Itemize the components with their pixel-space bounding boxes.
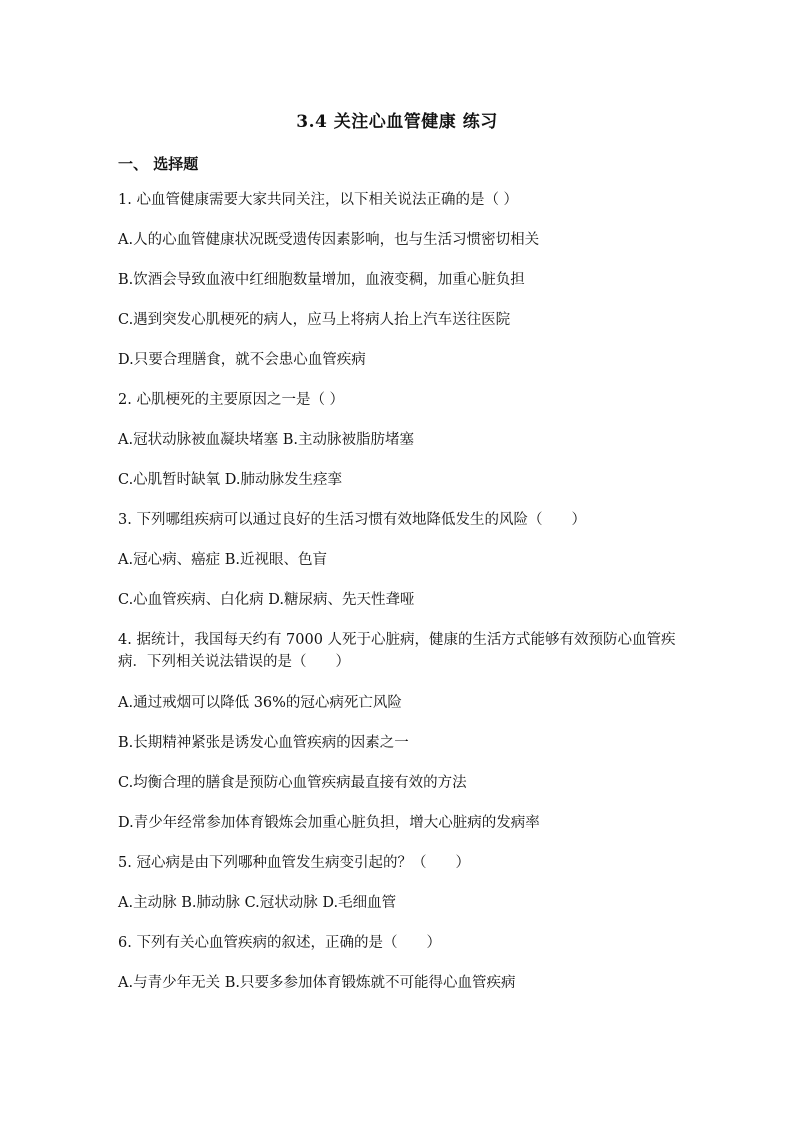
options-2cd: C.心肌暂时缺氧 D.肺动脉发生痉挛: [118, 472, 343, 488]
question-6: 6. 下列有关心血管疾病的叙述，正确的是（ ）: [118, 935, 441, 951]
options-3cd: C.心血管疾病、白化病 D.糖尿病、先天性聋哑: [118, 592, 415, 608]
option-1c: C.遇到突发心肌梗死的病人，应马上将病人抬上汽车送往医院: [118, 312, 511, 328]
options-6ab: A.与青少年无关 B.只要多参加体育锻炼就不可能得心血管疾病: [118, 975, 516, 991]
question-5: 5. 冠心病是由下列哪种血管发生病变引起的？（ ）: [118, 855, 470, 871]
option-1b: B.饮酒会导致血液中红细胞数量增加，血液变稠，加重心脏负担: [118, 272, 525, 288]
option-4b: B.长期精神紧张是诱发心血管疾病的因素之一: [118, 735, 409, 751]
question-2: 2. 心肌梗死的主要原因之一是（ ）: [118, 392, 345, 408]
option-1a: A.人的心血管健康状况既受遗传因素影响，也与生活习惯密切相关: [118, 232, 540, 248]
option-4d: D.青少年经常参加体育锻炼会加重心脏负担，增大心脏病的发病率: [118, 815, 540, 831]
section-heading: 一、 选择题: [118, 155, 199, 173]
question-3: 3. 下列哪组疾病可以通过良好的生活习惯有效地降低发生的风险（ ）: [118, 512, 586, 528]
options-3ab: A.冠心病、癌症 B.近视眼、色盲: [118, 552, 327, 568]
question-1: 1. 心血管健康需要大家共同关注，以下相关说法正确的是（ ）: [118, 192, 519, 208]
option-1d: D.只要合理膳食，就不会患心血管疾病: [118, 352, 366, 368]
page-title: 3.4 关注心血管健康 练习: [296, 112, 498, 132]
question-4: 4. 据统计，我国每天约有 7000 人死于心脏病，健康的生活方式能够有效预防心血管疾病．下列相关说法错误的是（ ）: [118, 632, 676, 670]
options-2ab: A.冠状动脉被血凝块堵塞 B.主动脉被脂肪堵塞: [118, 432, 414, 448]
options-5: A.主动脉 B.肺动脉 C.冠状动脉 D.毛细血管: [118, 895, 397, 911]
option-4a: A.通过戒烟可以降低 36%的冠心病死亡风险: [118, 695, 402, 711]
option-4c: C.均衡合理的膳食是预防心血管疾病最直接有效的方法: [118, 775, 467, 791]
